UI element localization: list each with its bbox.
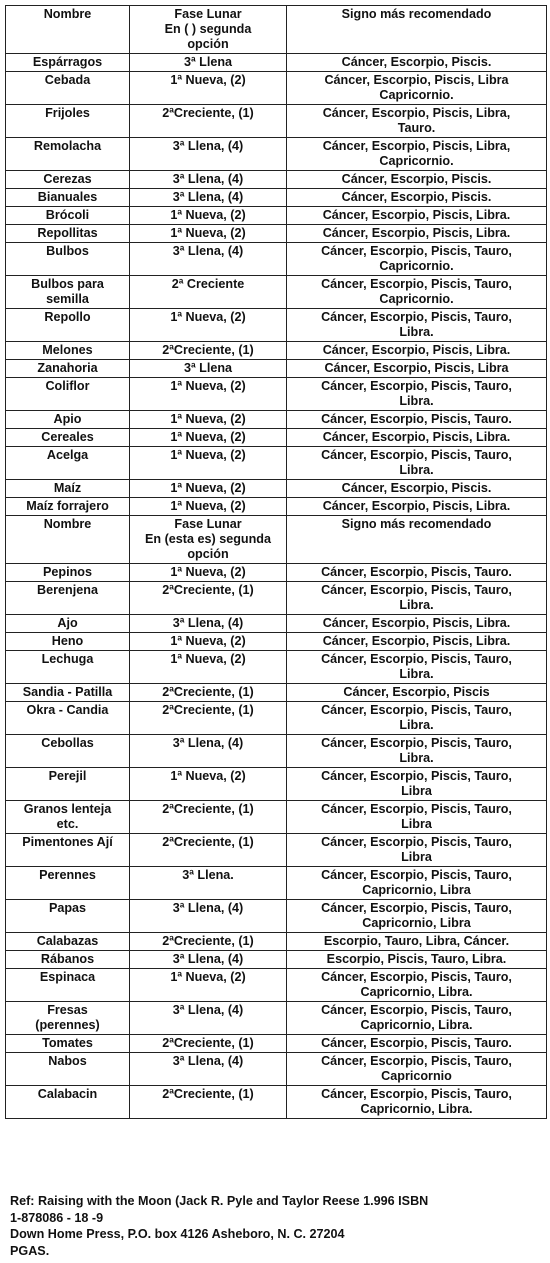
table-row <box>6 702 547 735</box>
cell-line: Libra <box>401 784 432 798</box>
recommended-sign <box>287 1086 547 1119</box>
plant-name <box>6 702 130 735</box>
cell-line: Capricornio <box>381 1069 452 1083</box>
recommended-sign <box>287 651 547 684</box>
cell-line: Melones <box>42 343 93 357</box>
moon-phase: 3ª Llena, (4) <box>130 951 287 969</box>
cell-line: Okra - Candia <box>26 703 109 717</box>
recommended-sign <box>287 171 547 189</box>
plant-name <box>6 615 130 633</box>
table-row <box>6 1086 547 1119</box>
moon-phase: 2ªCreciente, (1) <box>130 1035 287 1053</box>
cell-line: Remolacha <box>33 139 102 153</box>
table-row <box>6 582 547 615</box>
table-header-row <box>6 516 547 564</box>
recommended-sign <box>287 54 547 72</box>
plant-name <box>6 1002 130 1035</box>
recommended-sign <box>287 243 547 276</box>
cell-line: Cáncer, Escorpio, Piscis, Libra <box>324 361 509 375</box>
moon-phase: 2ª Creciente <box>130 276 287 309</box>
plant-name <box>6 768 130 801</box>
cell-line: Papas <box>48 901 87 915</box>
table-row <box>6 1035 547 1053</box>
cell-line: (perennes) <box>35 1018 100 1032</box>
plant-name <box>6 480 130 498</box>
cell-line: Rábanos <box>40 952 95 966</box>
recommended-sign <box>287 801 547 834</box>
table-row <box>6 411 547 429</box>
cell-line: Cebollas <box>41 736 94 750</box>
cell-line: Cáncer, Escorpio, Piscis, Tauro. <box>321 565 512 579</box>
recommended-sign <box>287 429 547 447</box>
table-row <box>6 342 547 360</box>
cell-line: En (esta es) segunda <box>145 532 271 546</box>
cell-line: Capricornio, Libra. <box>360 1102 473 1116</box>
recommended-sign <box>287 615 547 633</box>
footer-line: PGAS. <box>10 1243 50 1258</box>
plant-name <box>6 801 130 834</box>
cell-line: Capricornio. <box>379 259 454 273</box>
table-row <box>6 951 547 969</box>
table-row <box>6 276 547 309</box>
table-row <box>6 969 547 1002</box>
cell-line: Espinaca <box>39 970 96 984</box>
plant-name <box>6 1035 130 1053</box>
table-row <box>6 72 547 105</box>
moon-phase: 2ªCreciente, (1) <box>130 702 287 735</box>
cell-line: Cáncer, Escorpio, Piscis. <box>341 55 492 69</box>
cell-line: Cáncer, Escorpio, Piscis, Tauro, <box>321 835 512 849</box>
table-body <box>6 6 547 1119</box>
cell-line: Cáncer, Escorpio, Piscis <box>343 685 490 699</box>
moon-phase: 2ªCreciente, (1) <box>130 801 287 834</box>
cell-line: Cáncer, Escorpio, Piscis, Tauro, <box>321 868 512 882</box>
plant-name <box>6 1086 130 1119</box>
cell-line: Cáncer, Escorpio, Piscis, Libra <box>324 73 509 87</box>
moon-phase: 3ª Llena, (4) <box>130 1002 287 1035</box>
cell-line: Escorpio, Piscis, Tauro, Libra. <box>326 952 507 966</box>
cell-line: Cáncer, Escorpio, Piscis. <box>341 190 492 204</box>
lunar-planting-table <box>5 5 547 1119</box>
cell-line: Frijoles <box>45 106 90 120</box>
table-row <box>6 447 547 480</box>
table-row <box>6 834 547 867</box>
table-row <box>6 171 547 189</box>
moon-phase: 1ª Nueva, (2) <box>130 225 287 243</box>
moon-phase: 3ª Llena, (4) <box>130 138 287 171</box>
table-row <box>6 480 547 498</box>
moon-phase: 1ª Nueva, (2) <box>130 429 287 447</box>
plant-name <box>6 867 130 900</box>
recommended-sign <box>287 834 547 867</box>
table-row <box>6 801 547 834</box>
cell-line: Berenjena <box>37 583 98 597</box>
recommended-sign <box>287 1053 547 1086</box>
plant-name <box>6 189 130 207</box>
table-row <box>6 564 547 582</box>
recommended-sign <box>287 933 547 951</box>
cell-line: Cáncer, Escorpio, Piscis, Tauro, <box>321 652 512 666</box>
plant-name <box>6 411 130 429</box>
moon-phase: 1ª Nueva, (2) <box>130 378 287 411</box>
cell-line: Libra. <box>399 394 434 408</box>
moon-phase: 2ªCreciente, (1) <box>130 1086 287 1119</box>
plant-name <box>6 138 130 171</box>
plant-name <box>6 54 130 72</box>
cell-line: Cáncer, Escorpio, Piscis, Tauro, <box>321 736 512 750</box>
recommended-sign <box>287 360 547 378</box>
plant-name <box>6 171 130 189</box>
cell-line: Calabacin <box>37 1087 98 1101</box>
cell-line: Escorpio, Tauro, Libra, Cáncer. <box>323 934 510 948</box>
cell-line: Capricornio, Libra. <box>360 985 473 999</box>
moon-phase: 1ª Nueva, (2) <box>130 768 287 801</box>
cell-line: Repollitas <box>37 226 98 240</box>
moon-phase: 1ª Nueva, (2) <box>130 411 287 429</box>
recommended-sign <box>287 1035 547 1053</box>
cell-line: En ( ) segunda <box>164 22 252 36</box>
cell-line: Cáncer, Escorpio, Piscis, Libra. <box>322 208 511 222</box>
plant-name <box>6 105 130 138</box>
plant-name <box>6 582 130 615</box>
plant-name <box>6 72 130 105</box>
cell-line: Cáncer, Escorpio, Piscis, Tauro, <box>321 277 512 291</box>
recommended-sign <box>287 951 547 969</box>
cell-line: Libra. <box>399 751 434 765</box>
cell-line: Cebada <box>44 73 91 87</box>
table-row <box>6 243 547 276</box>
cell-line: Bianuales <box>37 190 98 204</box>
table-row <box>6 684 547 702</box>
cell-line: Maíz <box>53 481 82 495</box>
cell-line: Lechuga <box>41 652 94 666</box>
moon-phase: 1ª Nueva, (2) <box>130 498 287 516</box>
plant-name <box>6 342 130 360</box>
header-sign: Signo más recomendado <box>287 516 547 564</box>
cell-line: Cáncer, Escorpio, Piscis, Tauro, <box>321 703 512 717</box>
table-row <box>6 105 547 138</box>
moon-phase: 3ª Llena, (4) <box>130 1053 287 1086</box>
header-name: Nombre <box>6 6 130 54</box>
recommended-sign <box>287 342 547 360</box>
table-row <box>6 900 547 933</box>
plant-name <box>6 651 130 684</box>
recommended-sign <box>287 867 547 900</box>
recommended-sign <box>287 189 547 207</box>
cell-line: Capricornio, Libra <box>362 883 471 897</box>
recommended-sign <box>287 702 547 735</box>
cell-line: Cáncer, Escorpio, Piscis, Tauro, <box>321 1087 512 1101</box>
recommended-sign <box>287 225 547 243</box>
cell-line: Cáncer, Escorpio, Piscis, Libra. <box>322 343 511 357</box>
cell-line: Brócoli <box>45 208 90 222</box>
moon-phase: 1ª Nueva, (2) <box>130 207 287 225</box>
moon-phase: 1ª Nueva, (2) <box>130 564 287 582</box>
recommended-sign <box>287 900 547 933</box>
recommended-sign <box>287 309 547 342</box>
cell-line: Cáncer, Escorpio, Piscis, Libra. <box>322 499 511 513</box>
table-row <box>6 768 547 801</box>
cell-line: Capricornio. <box>379 292 454 306</box>
cell-line: Libra. <box>399 667 434 681</box>
reference-footer <box>10 1193 540 1259</box>
plant-name <box>6 225 130 243</box>
recommended-sign <box>287 498 547 516</box>
cell-line: Pepinos <box>43 565 92 579</box>
moon-phase: 2ªCreciente, (1) <box>130 834 287 867</box>
header-phase <box>130 516 287 564</box>
plant-name <box>6 498 130 516</box>
moon-phase: 2ªCreciente, (1) <box>130 105 287 138</box>
moon-phase: 2ªCreciente, (1) <box>130 342 287 360</box>
cell-line: Sandia - Patilla <box>22 685 113 699</box>
recommended-sign <box>287 969 547 1002</box>
cell-line: Heno <box>51 634 84 648</box>
cell-line: Cáncer, Escorpio, Piscis. <box>341 481 492 495</box>
header-sign: Signo más recomendado <box>287 6 547 54</box>
recommended-sign <box>287 1002 547 1035</box>
cell-line: Cáncer, Escorpio, Piscis, Libra, <box>322 106 511 120</box>
cell-line: Libra. <box>399 325 434 339</box>
table-row <box>6 138 547 171</box>
cell-line: Apio <box>53 412 82 426</box>
cell-line: Cáncer, Escorpio, Piscis, Libra. <box>322 634 511 648</box>
table-row <box>6 207 547 225</box>
plant-name <box>6 951 130 969</box>
table-row <box>6 651 547 684</box>
moon-phase: 3ª Llena, (4) <box>130 171 287 189</box>
moon-phase: 3ª Llena, (4) <box>130 735 287 768</box>
cell-line: Cáncer, Escorpio, Piscis, Tauro. <box>321 412 512 426</box>
plant-name <box>6 900 130 933</box>
cell-line: Cáncer, Escorpio, Piscis, Tauro, <box>321 583 512 597</box>
table-row <box>6 615 547 633</box>
table-row <box>6 225 547 243</box>
cell-line: Cáncer, Escorpio, Piscis, Tauro, <box>321 970 512 984</box>
table-row <box>6 933 547 951</box>
recommended-sign <box>287 276 547 309</box>
cell-line: Bulbos <box>46 244 89 258</box>
plant-name <box>6 447 130 480</box>
plant-name <box>6 276 130 309</box>
cell-line: Calabazas <box>36 934 99 948</box>
cell-line: Capricornio. <box>379 154 454 168</box>
moon-phase: 3ª Llena, (4) <box>130 900 287 933</box>
recommended-sign <box>287 378 547 411</box>
cell-line: Coliflor <box>45 379 90 393</box>
table-row <box>6 633 547 651</box>
recommended-sign <box>287 447 547 480</box>
moon-phase: 3ª Llena. <box>130 867 287 900</box>
cell-line: Cáncer, Escorpio, Piscis, Tauro, <box>321 1003 512 1017</box>
cell-line: Granos lenteja <box>23 802 112 816</box>
table-row <box>6 189 547 207</box>
plant-name <box>6 735 130 768</box>
cell-line: opción <box>187 37 229 51</box>
cell-line: Libra. <box>399 718 434 732</box>
cell-line: Perennes <box>39 868 96 882</box>
plant-name <box>6 243 130 276</box>
cell-line: Tomates <box>42 1036 93 1050</box>
moon-phase: 2ªCreciente, (1) <box>130 933 287 951</box>
cell-line: Cereales <box>41 430 94 444</box>
moon-phase: 1ª Nueva, (2) <box>130 480 287 498</box>
cell-line: Cáncer, Escorpio, Piscis, Libra, <box>322 139 511 153</box>
plant-name <box>6 1053 130 1086</box>
plant-name <box>6 834 130 867</box>
plant-name <box>6 360 130 378</box>
moon-phase: 3ª Llena <box>130 360 287 378</box>
cell-line: Cáncer, Escorpio, Piscis, Tauro, <box>321 310 512 324</box>
moon-phase: 3ª Llena, (4) <box>130 243 287 276</box>
moon-phase: 2ªCreciente, (1) <box>130 582 287 615</box>
recommended-sign <box>287 768 547 801</box>
cell-line: Libra. <box>399 598 434 612</box>
cell-line: Fase Lunar <box>174 7 242 21</box>
moon-phase: 3ª Llena, (4) <box>130 189 287 207</box>
cell-line: Nabos <box>48 1054 87 1068</box>
plant-name <box>6 633 130 651</box>
recommended-sign <box>287 582 547 615</box>
cell-line: Zanahoria <box>37 361 98 375</box>
cell-line: Cáncer, Escorpio, Piscis. <box>341 172 492 186</box>
cell-line: Cáncer, Escorpio, Piscis, Libra. <box>322 616 511 630</box>
cell-line: Pimentones Ají <box>22 835 113 849</box>
plant-name <box>6 969 130 1002</box>
table-row <box>6 360 547 378</box>
table-row <box>6 54 547 72</box>
cell-line: Capricornio, Libra <box>362 916 471 930</box>
cell-line: Cáncer, Escorpio, Piscis, Libra. <box>322 226 511 240</box>
moon-phase: 1ª Nueva, (2) <box>130 969 287 1002</box>
cell-line: Cáncer, Escorpio, Piscis, Tauro, <box>321 244 512 258</box>
table-row <box>6 378 547 411</box>
recommended-sign <box>287 633 547 651</box>
cell-line: etc. <box>56 817 79 831</box>
table-header-row <box>6 6 547 54</box>
cell-line: Libra <box>401 817 432 831</box>
plant-name <box>6 429 130 447</box>
cell-line: Bulbos para <box>31 277 104 291</box>
footer-line: 1-878086 - 18 -9 <box>10 1210 104 1225</box>
table-row <box>6 309 547 342</box>
recommended-sign <box>287 105 547 138</box>
recommended-sign <box>287 564 547 582</box>
table-row <box>6 1002 547 1035</box>
plant-name <box>6 378 130 411</box>
cell-line: Cáncer, Escorpio, Piscis, Tauro, <box>321 1054 512 1068</box>
recommended-sign <box>287 684 547 702</box>
cell-line: Cáncer, Escorpio, Piscis, Libra. <box>322 430 511 444</box>
recommended-sign <box>287 72 547 105</box>
cell-line: opción <box>187 547 229 561</box>
cell-line: Cáncer, Escorpio, Piscis, Tauro, <box>321 769 512 783</box>
cell-line: Ajo <box>57 616 78 630</box>
moon-phase: 3ª Llena, (4) <box>130 615 287 633</box>
cell-line: Maíz forrajero <box>26 499 109 513</box>
cell-line: Capricornio. <box>379 88 454 102</box>
cell-line: Repollo <box>44 310 91 324</box>
cell-line: Cáncer, Escorpio, Piscis, Tauro, <box>321 379 512 393</box>
moon-phase: 3ª Llena <box>130 54 287 72</box>
recommended-sign <box>287 411 547 429</box>
footer-line: Ref: Raising with the Moon (Jack R. Pyle and Taylor Reese 1.996 ISBN <box>10 1194 429 1208</box>
plant-name <box>6 564 130 582</box>
cell-line: Tauro. <box>397 121 436 135</box>
cell-line: Cáncer, Escorpio, Piscis, Tauro, <box>321 802 512 816</box>
recommended-sign <box>287 735 547 768</box>
cell-line: Capricornio, Libra. <box>360 1018 473 1032</box>
cell-line: Cáncer, Escorpio, Piscis, Tauro, <box>321 448 512 462</box>
cell-line: Fresas <box>47 1003 88 1017</box>
recommended-sign <box>287 207 547 225</box>
recommended-sign <box>287 480 547 498</box>
cell-line: Libra <box>401 850 432 864</box>
cell-line: Cáncer, Escorpio, Piscis, Tauro. <box>321 1036 512 1050</box>
moon-phase: 2ªCreciente, (1) <box>130 684 287 702</box>
moon-phase: 1ª Nueva, (2) <box>130 309 287 342</box>
cell-line: Libra. <box>399 463 434 477</box>
recommended-sign <box>287 138 547 171</box>
header-name: Nombre <box>6 516 130 564</box>
moon-phase: 1ª Nueva, (2) <box>130 651 287 684</box>
plant-name <box>6 309 130 342</box>
moon-phase: 1ª Nueva, (2) <box>130 447 287 480</box>
moon-phase: 1ª Nueva, (2) <box>130 633 287 651</box>
cell-line: Espárragos <box>32 55 103 69</box>
table-row <box>6 429 547 447</box>
plant-name <box>6 933 130 951</box>
table-row <box>6 867 547 900</box>
cell-line: Cerezas <box>43 172 92 186</box>
cell-line: Acelga <box>46 448 89 462</box>
footer-line: Down Home Press, P.O. box 4126 Asheboro, N. C. 27204 <box>10 1227 345 1241</box>
cell-line: semilla <box>46 292 89 306</box>
cell-line: Fase Lunar <box>174 517 242 531</box>
table-row <box>6 735 547 768</box>
plant-name <box>6 684 130 702</box>
table-row <box>6 1053 547 1086</box>
plant-name <box>6 207 130 225</box>
table-row <box>6 498 547 516</box>
cell-line: Perejil <box>48 769 87 783</box>
cell-line: Cáncer, Escorpio, Piscis, Tauro, <box>321 901 512 915</box>
header-phase <box>130 6 287 54</box>
moon-phase: 1ª Nueva, (2) <box>130 72 287 105</box>
